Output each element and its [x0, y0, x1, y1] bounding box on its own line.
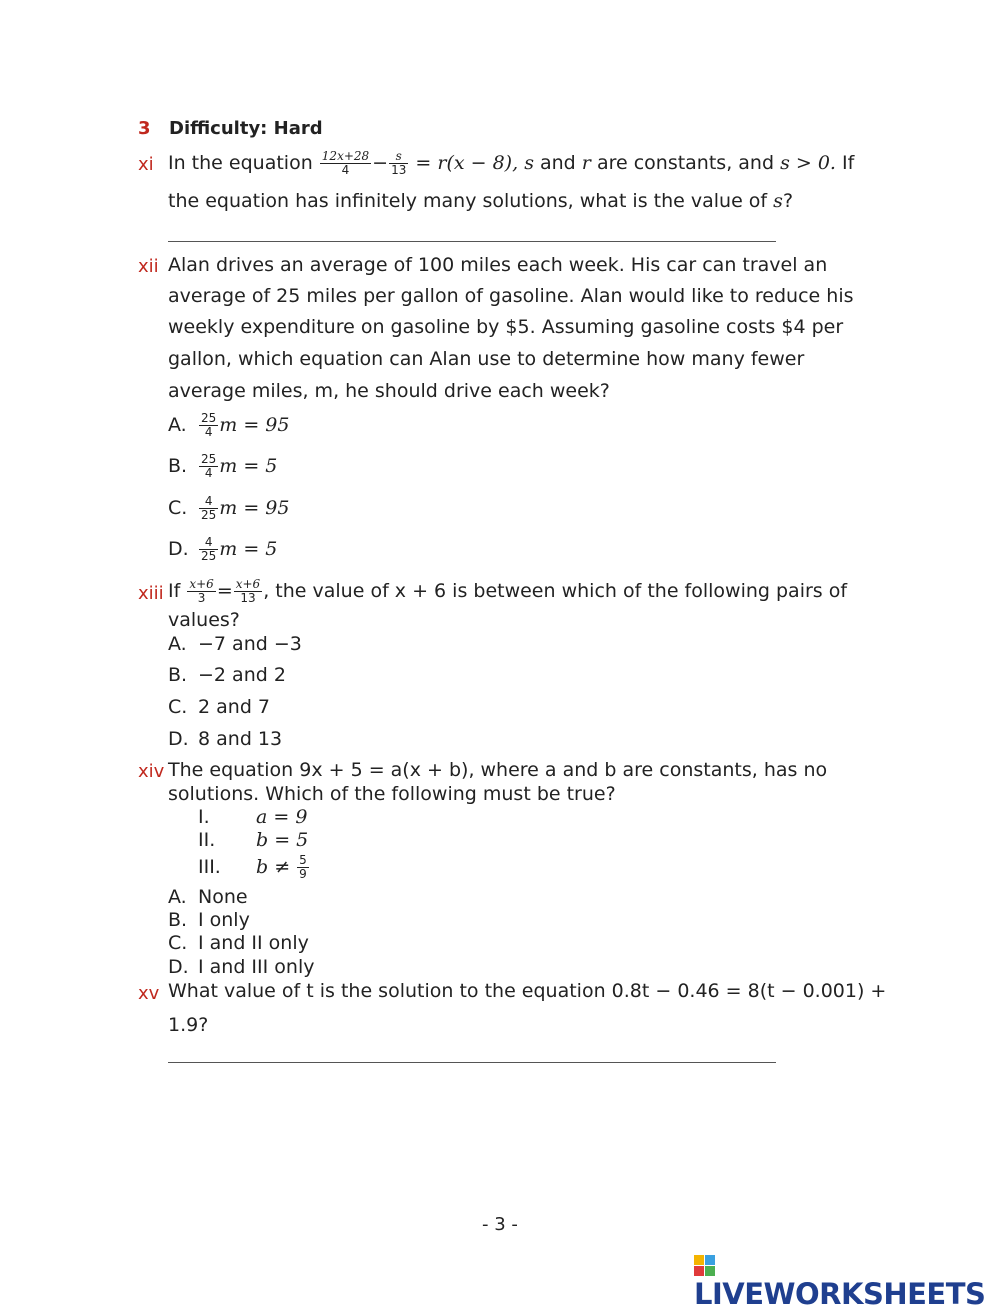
q12-line-4: gallon, which equation can Alan use to determine how many fewer	[168, 348, 805, 370]
q12-line-1: Alan drives an average of 100 miles each week. His car can travel an	[168, 254, 828, 276]
answer-line-xv[interactable]	[168, 1062, 776, 1063]
question-number-xiv: xiv	[138, 761, 165, 782]
q11-fraction-1: $\frac{12x+28}{4}$	[321, 149, 370, 177]
question-number-xv: xv	[138, 983, 160, 1004]
logo-blocks-icon	[694, 1255, 716, 1277]
q15-line-2: 1.9?	[168, 1014, 209, 1036]
question-number-xiii: xiii	[138, 583, 164, 604]
q11-intro: In the equation	[168, 152, 313, 174]
q14-choice-b[interactable]: B. I only	[168, 909, 250, 931]
q14-choice-a[interactable]: A. None	[168, 886, 248, 908]
question-xi-line1: In the equation $\frac{12x+28}{4}$ − $\frac{s}{13}$ = r(x − 8), s and r are constants, and s > 0. If	[168, 149, 855, 177]
q13-choice-c[interactable]: C. 2 and 7	[168, 696, 271, 718]
question-number-xi: xi	[138, 154, 154, 175]
q14-choice-c[interactable]: C. I and II only	[168, 932, 309, 954]
q13-line-2: values?	[168, 609, 240, 631]
q13-choice-a[interactable]: A. −7 and −3	[168, 633, 302, 655]
q13-line-1: If $\frac{x+6}{3}$ = $\frac{x+6}{13}$ , the value of x + 6 is between which of the following pairs of	[168, 577, 848, 605]
q12-line-5: average miles, m, he should drive each week?	[168, 380, 610, 402]
q12-choice-a[interactable]: A. $\frac{25}{4}$ m = 95	[168, 411, 290, 439]
q14-choice-d[interactable]: D. I and III only	[168, 956, 315, 978]
q12-choice-d[interactable]: D. $\frac{4}{25}$ m = 5	[168, 535, 278, 563]
page-number: - 3 -	[482, 1214, 518, 1235]
q15-line-1: What value of t is the solution to the equation 0.8t − 0.46 = 8(t − 0.001) +	[168, 980, 887, 1002]
q11-fraction-2: $\frac{s}{13}$	[391, 149, 407, 177]
q14-statement-3: III. b ≠ $\frac{5}{9}$	[198, 853, 307, 881]
q12-line-2: average of 25 miles per gallon of gasoline. Alan would like to reduce his	[168, 285, 854, 307]
question-number-xii: xii	[138, 256, 159, 277]
q14-line-1: The equation 9x + 5 = a(x + b), where a and b are constants, has no	[168, 759, 828, 781]
brand-name: LIVEWORKSHEETS	[694, 1276, 986, 1311]
q14-line-2: solutions. Which of the following must be true?	[168, 783, 616, 805]
liveworksheets-logo	[694, 1254, 990, 1311]
q12-choice-c[interactable]: C. $\frac{4}{25}$ m = 95	[168, 494, 290, 522]
section-number: 3	[138, 118, 151, 139]
q12-line-3: weekly expenditure on gasoline by $5. Assuming gasoline costs $4 per	[168, 316, 844, 338]
q12-choice-b[interactable]: B. $\frac{25}{4}$ m = 5	[168, 452, 278, 480]
question-xi-line2: the equation has infinitely many solutions, what is the value of s?	[168, 190, 794, 212]
q13-choice-b[interactable]: B. −2 and 2	[168, 664, 286, 686]
section-heading: Difficulty: Hard	[169, 118, 323, 139]
q14-statement-2: II. b = 5	[198, 829, 309, 851]
q14-statement-1: I. a = 9	[198, 806, 308, 828]
answer-line-xi[interactable]	[168, 241, 776, 242]
q13-choice-d[interactable]: D. 8 and 13	[168, 728, 283, 750]
